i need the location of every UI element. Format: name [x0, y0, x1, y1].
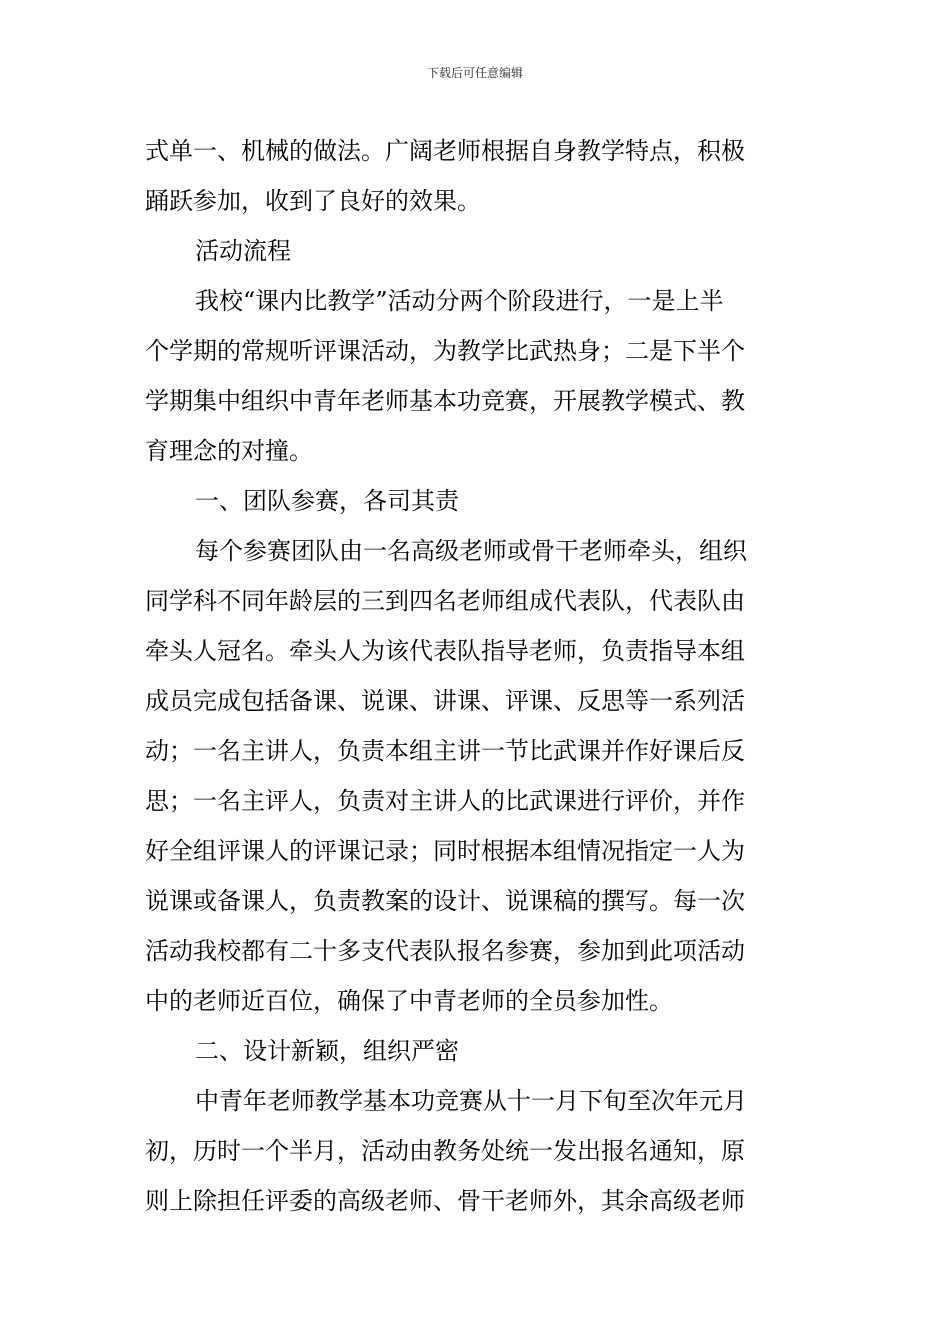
text-line: 二、设计新颖，组织严密: [195, 1037, 459, 1065]
text-line: 活动流程: [195, 237, 291, 265]
text-line: 说课或备课人，负责教案的设计、说课稿的撰写。每一次: [145, 887, 745, 915]
text-line: 学期集中组织中青年老师基本功竞赛，开展教学模式、教: [145, 387, 745, 415]
text-line: 一、团队参赛，各司其责: [195, 487, 459, 515]
text-line: 初，历时一个半月，活动由教务处统一发出报名通知，原: [145, 1137, 745, 1165]
text-line: 个学期的常规听评课活动，为教学比武热身；二是下半个: [145, 337, 745, 365]
text-line: 成员完成包括备课、说课、讲课、评课、反思等一系列活: [145, 687, 745, 715]
text-line: 活动我校都有二十多支代表队报名参赛，参加到此项活动: [145, 937, 745, 965]
document-body: [145, 126, 810, 1226]
text-line: 育理念的对撞。: [145, 437, 313, 465]
text-line: 每个参赛团队由一名高级老师或骨干老师牵头，组织: [195, 537, 747, 565]
text-line: 同学科不同年龄层的三到四名老师组成代表队，代表队由: [145, 587, 745, 615]
text-line: 动；一名主讲人，负责本组主讲一节比武课并作好课后反: [145, 737, 745, 765]
page-header: 下载后可任意编辑: [426, 66, 523, 80]
text-line: 好全组评课人的评课记录；同时根据本组情况指定一人为: [145, 837, 745, 865]
text-line: 式单一、机械的做法。广阔老师根据自身教学特点，积极: [145, 137, 745, 165]
text-line: 中的老师近百位，确保了中青老师的全员参加性。: [145, 987, 673, 1015]
text-line: 踊跃参加，收到了良好的效果。: [145, 187, 481, 215]
text-line: 牵头人冠名。牵头人为该代表队指导老师，负责指导本组: [145, 637, 745, 665]
text-line: 中青年老师教学基本功竞赛从十一月下旬至次年元月: [195, 1087, 747, 1115]
text-line: 我校“课内比教学”活动分两个阶段进行，一是上半: [195, 287, 724, 315]
text-line: 思；一名主评人，负责对主讲人的比武课进行评价，并作: [145, 787, 745, 815]
text-line: 则上除担任评委的高级老师、骨干老师外，其余高级老师: [145, 1187, 745, 1215]
